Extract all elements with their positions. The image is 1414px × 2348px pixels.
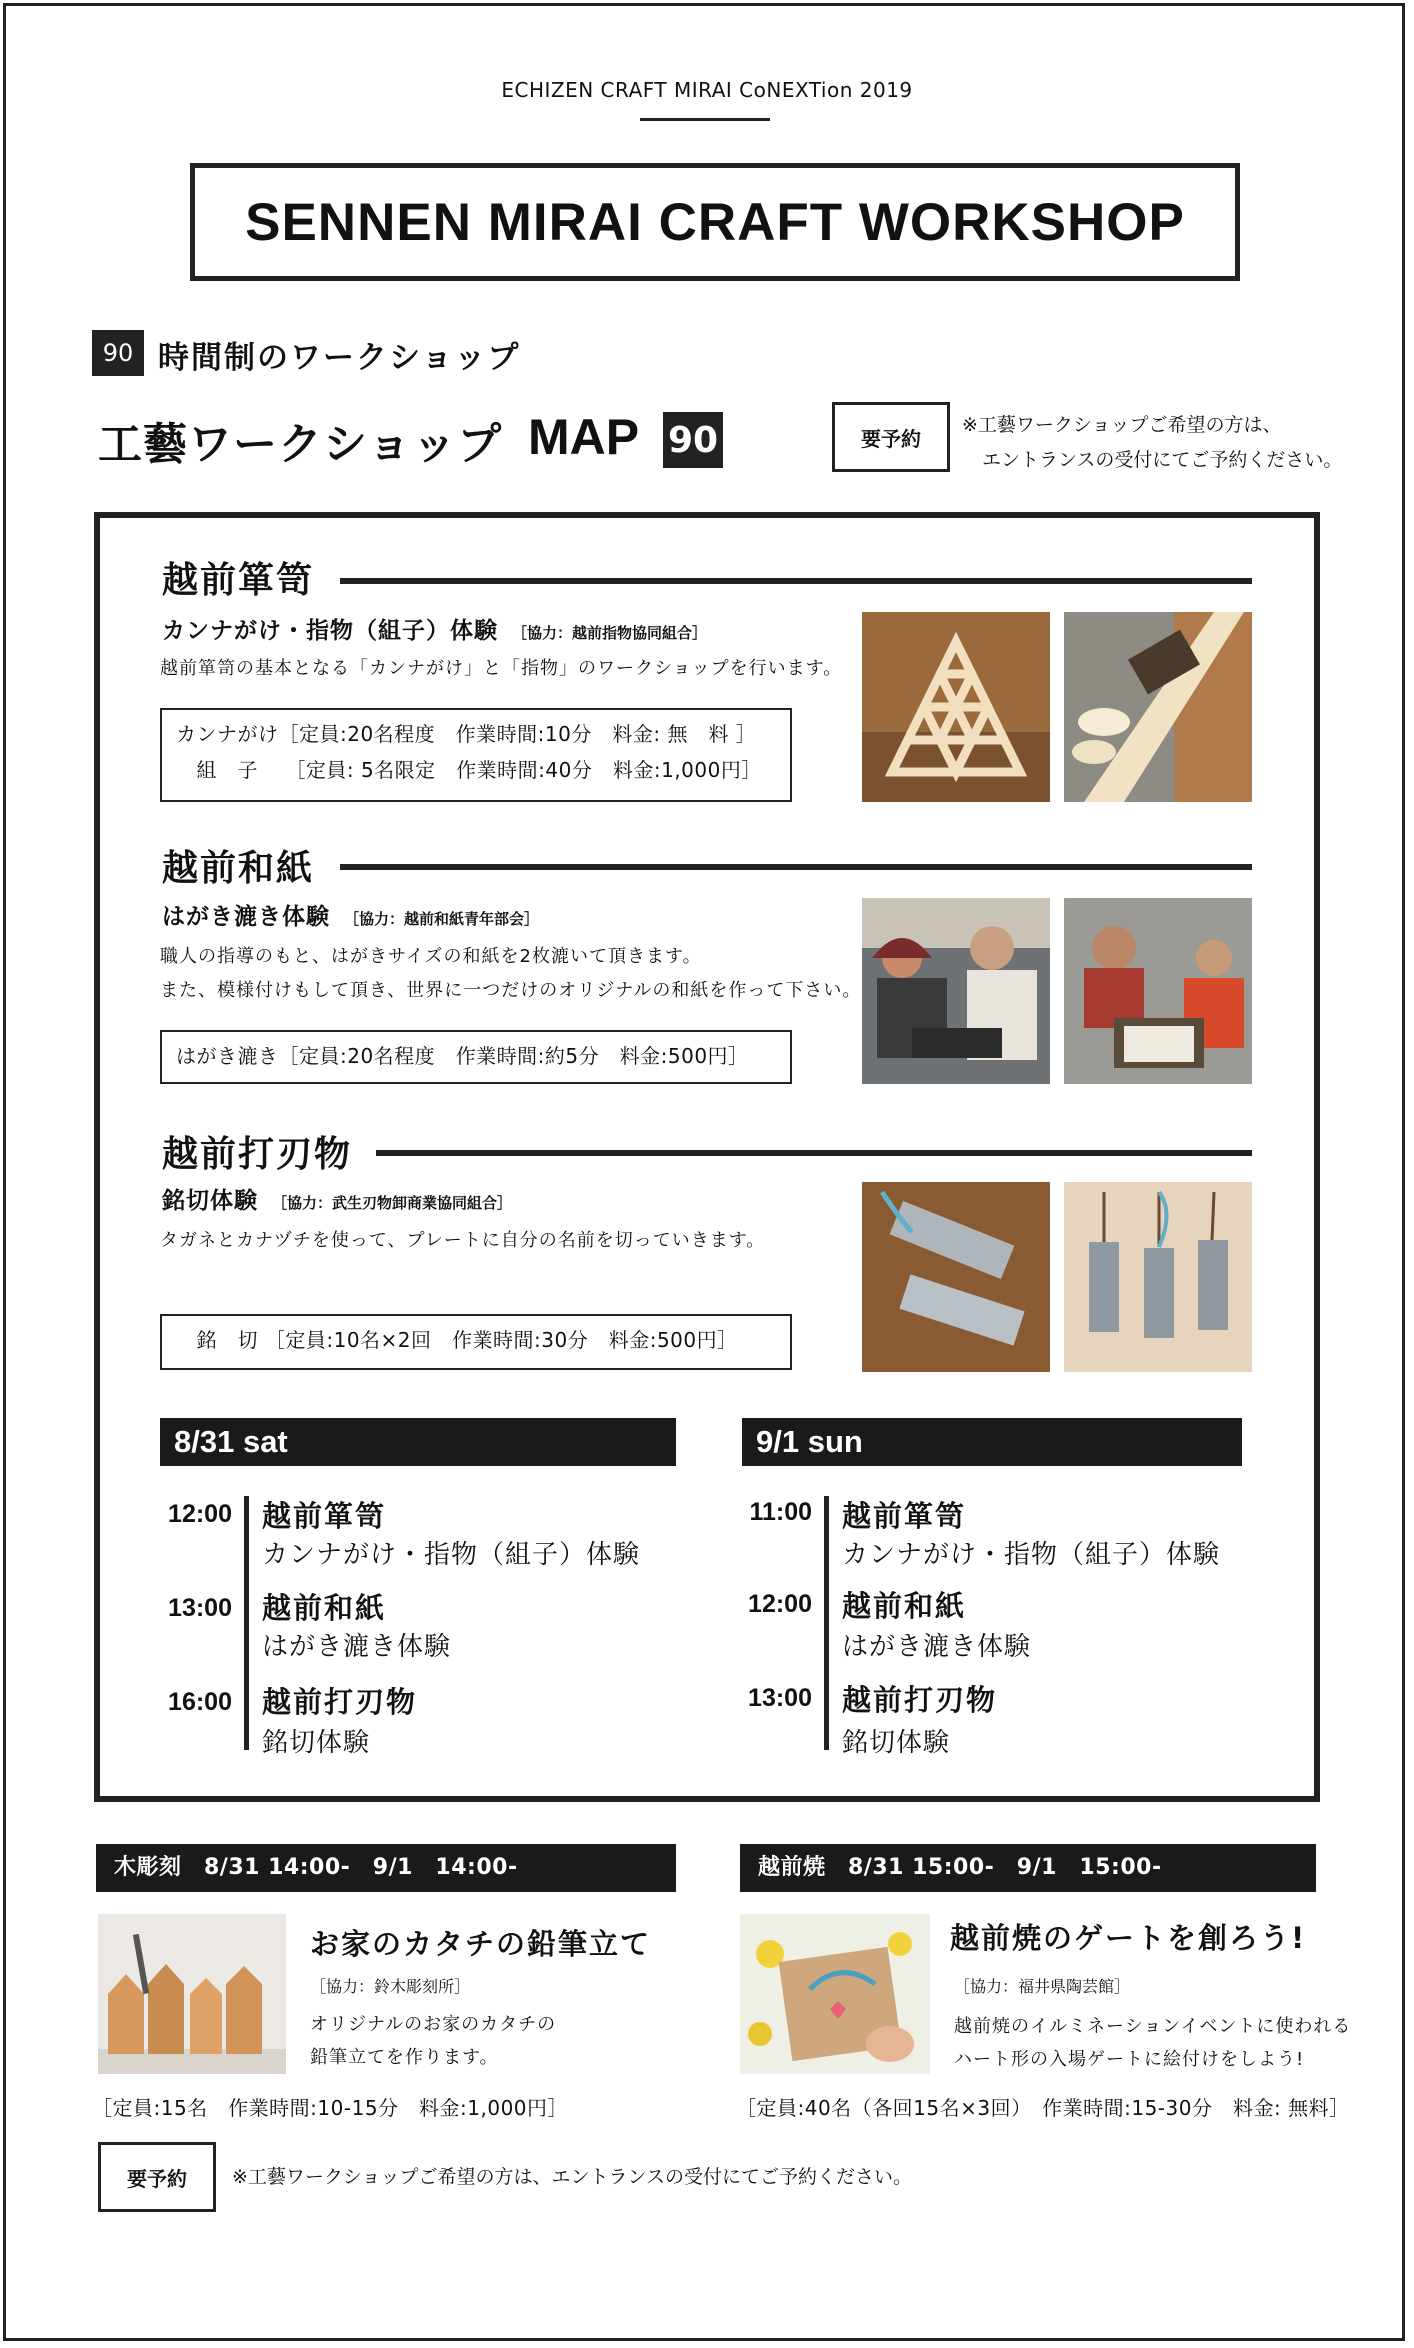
echizenyaki-coop: ［協力：福井県陶芸館］ — [954, 1977, 1131, 1996]
info-line: 組 子 ［定員: 5名限定 作業時間:40分 料金:1,000円］ — [176, 758, 762, 782]
reservation-note-bottom: ※工藝ワークショップご希望の方は、エントランスの受付にてご予約ください。 — [232, 2166, 912, 2188]
section-desc: タガネとカナヅチを使って、プレートに自分の名前を切っていきます。 — [160, 1230, 766, 1251]
section-activity — [162, 612, 707, 645]
info-line: はがき漉き［定員:20名程度 作業時間:約5分 料金:500円］ — [176, 1044, 749, 1068]
pencil-stand-photo — [98, 1914, 286, 2074]
gate-photo — [740, 1914, 930, 2074]
note-line-2: エントランスの受付にてご予約ください。 — [982, 449, 1343, 471]
time-label: 16:00 — [168, 1688, 232, 1716]
schedule-activity: カンナがけ・指物（組子）体験 — [262, 1540, 641, 1570]
schedule-name: 越前和紙 — [262, 1591, 387, 1625]
page-title: SENNEN MIRAI CRAFT WORKSHOP — [190, 163, 1240, 281]
woodcarving-coop: ［協力：鈴木彫刻所］ — [310, 1977, 471, 1996]
section-desc — [160, 940, 861, 1008]
day-bar-sat: 8/31 sat — [160, 1418, 676, 1466]
map-badge: 90 — [663, 412, 723, 468]
time-label: 13:00 — [168, 1594, 232, 1622]
section-title-hamono: 越前打刃物 — [162, 1134, 353, 1175]
reservation-box-bottom: 要予約 — [98, 2142, 216, 2212]
section-rule — [340, 864, 1252, 870]
desc-line: オリジナルのお家のカタチの — [310, 2014, 557, 2035]
schedule-line — [824, 1496, 829, 1750]
kumiko-photo — [862, 612, 1050, 802]
time-label: 13:00 — [748, 1684, 812, 1712]
schedule-name: 越前打刃物 — [262, 1685, 418, 1719]
time-label: 12:00 — [748, 1590, 812, 1618]
map-title: 工藝ワークショップ — [98, 419, 503, 470]
section-activity — [162, 1182, 512, 1215]
duration-badge: 90 — [92, 330, 144, 376]
woodcarving-desc — [310, 2008, 556, 2074]
woodcarving-bar: 木彫刻 8/31 14:00- 9/1 14:00- — [96, 1844, 676, 1892]
info-box — [160, 1314, 792, 1370]
info-box — [160, 708, 792, 802]
schedule-name: 越前箪笥 — [262, 1499, 387, 1533]
washi-photo-2 — [1064, 898, 1252, 1084]
time-label: 11:00 — [749, 1498, 812, 1526]
schedule-name: 越前打刃物 — [842, 1683, 998, 1717]
desc-line: 職人の指導のもと、はがきサイズの和紙を2枚漉いて頂きます。 — [160, 946, 702, 967]
day-bar-sun: 9/1 sun — [742, 1418, 1242, 1466]
section-desc: 越前箪笥の基本となる「カンナがけ」と「指物」のワークショップを行います。 — [160, 658, 843, 679]
desc-line: ハート形の入場ゲートに絵付けをしよう! — [954, 2049, 1305, 2070]
section-rule — [376, 1150, 1252, 1156]
reservation-note — [962, 408, 1342, 478]
schedule-activity: はがき漉き体験 — [262, 1632, 452, 1662]
desc-line: 越前焼のイルミネーションイベントに使われる — [954, 2016, 1352, 2037]
woodcarving-title: お家のカタチの鉛筆立て — [310, 1927, 652, 1961]
event-name: ECHIZEN CRAFT MIRAI CoNEXTion 2019 — [501, 78, 913, 102]
meikiri-photo-2 — [1064, 1182, 1252, 1372]
section-rule — [340, 578, 1252, 584]
desc-line: また、模様付けもして頂き、世界に一つだけのオリジナルの和紙を作って下さい。 — [160, 980, 862, 1001]
desc-line: 鉛筆立てを作ります。 — [310, 2047, 499, 2068]
schedule-activity: カンナがけ・指物（組子）体験 — [842, 1540, 1221, 1570]
schedule-activity: はがき漉き体験 — [842, 1632, 1032, 1662]
section-title-tansu: 越前箪笥 — [162, 560, 315, 601]
time-label: 12:00 — [168, 1500, 232, 1528]
woodcarving-info: ［定員:15名 作業時間:10-15分 料金:1,000円］ — [92, 2096, 569, 2120]
info-line: 銘 切 ［定員:10名×2回 作業時間:30分 料金:500円］ — [176, 1328, 738, 1352]
reservation-box: 要予約 — [832, 402, 950, 472]
schedule-line — [244, 1496, 249, 1750]
activity-label: カンナがけ・指物（組子）体験 — [162, 618, 498, 644]
schedule-name: 越前箪笥 — [842, 1499, 967, 1533]
section-title-washi: 越前和紙 — [162, 848, 315, 889]
meikiri-photo-1 — [862, 1182, 1050, 1372]
activity-label: はがき漉き体験 — [162, 904, 330, 930]
echizenyaki-title: 越前焼のゲートを創ろう! — [950, 1921, 1307, 1955]
schedule-name: 越前和紙 — [842, 1589, 967, 1623]
kanna-photo — [1064, 612, 1252, 802]
activity-label: 銘切体験 — [162, 1188, 258, 1214]
schedule-activity: 銘切体験 — [262, 1728, 371, 1758]
note-line-1: ※工藝ワークショップご希望の方は、 — [962, 414, 1282, 436]
event-rule — [640, 118, 770, 121]
washi-photo-1 — [862, 898, 1050, 1084]
section-activity — [162, 898, 539, 931]
echizenyaki-bar: 越前焼 8/31 15:00- 9/1 15:00- — [740, 1844, 1316, 1892]
echizenyaki-info: ［定員:40名（各回15名×3回） 作業時間:15-30分 料金: 無料］ — [736, 2096, 1350, 2120]
info-line: カンナがけ［定員:20名程度 作業時間:10分 料金: 無 料 ］ — [176, 722, 757, 746]
schedule-activity: 銘切体験 — [842, 1728, 951, 1758]
map-title-en: MAP — [528, 409, 640, 465]
info-box — [160, 1030, 792, 1084]
coop-label: ［協力：越前和紙青年部会］ — [344, 910, 540, 928]
coop-label: ［協力：武生刃物卸商業協同組合］ — [272, 1194, 513, 1212]
echizenyaki-desc — [954, 2010, 1351, 2076]
subtitle: 時間制のワークショップ — [158, 340, 521, 376]
coop-label: ［協力：越前指物協同組合］ — [512, 624, 708, 642]
